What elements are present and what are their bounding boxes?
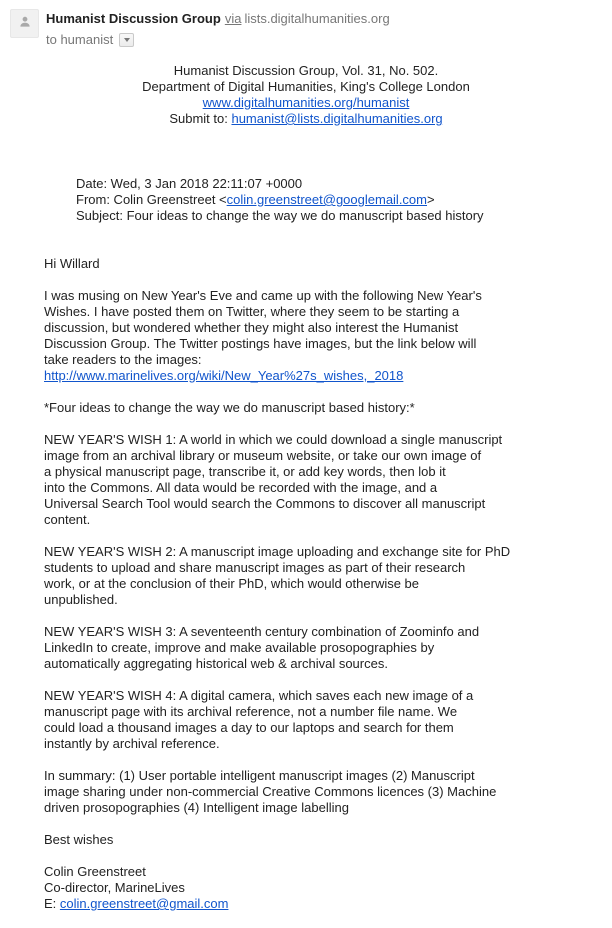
text-segment: Date: Wed, 3 Jan 2018 22:11:07 +0000 [76, 176, 303, 191]
text-segment: unpublished. [44, 592, 118, 607]
text-segment: could load a thousand images a day to our laptops and search for them [44, 720, 454, 735]
recipient-line [46, 32, 390, 47]
header-text [46, 9, 390, 47]
text-line [44, 288, 612, 304]
text-line [44, 880, 612, 896]
text-segment: content. [44, 512, 91, 527]
text-line [44, 480, 612, 496]
recipient-label: to humanist [46, 32, 114, 47]
text-segment: In summary: (1) User portable intelligent manuscript images (2) Manuscript [44, 768, 475, 783]
text-line [44, 592, 612, 608]
text-segment: Submit to: [169, 111, 232, 126]
text-line [44, 368, 612, 384]
text-line [44, 784, 612, 800]
person-icon [17, 14, 33, 33]
text-line [44, 416, 612, 432]
text-line [44, 864, 612, 880]
link[interactable]: humanist@lists.digitalhumanities.org [231, 111, 443, 126]
text-line [44, 704, 612, 720]
text-segment: NEW YEAR'S WISH 1: A world in which we could download a single manuscript [44, 432, 503, 447]
text-line [44, 608, 612, 624]
link[interactable]: http://www.marinelives.org/wiki/New_Year%27s_wishes,_2018 [44, 368, 404, 383]
text-line [44, 272, 612, 288]
text-line [0, 79, 612, 95]
text-segment: a physical manuscript page, transcribe it, or add key words, then lob it [44, 464, 446, 479]
text-line [44, 656, 612, 672]
text-segment: *Four ideas to change the way we do manuscript based history:* [44, 400, 415, 415]
text-segment: I was musing on New Year's Eve and came up with the following New Year's [44, 288, 482, 303]
text-segment: students to upload and share manuscript images as part of their research [44, 560, 466, 575]
text-segment: Discussion Group. The Twitter postings have images, but the link below will [44, 336, 477, 351]
text-line [44, 512, 612, 528]
text-line [44, 496, 612, 512]
text-line [44, 384, 612, 400]
message-meta-block [0, 176, 612, 224]
text-segment: work, or at the conclusion of their PhD, which would otherwise be [44, 576, 420, 591]
text-line [44, 800, 612, 816]
text-line [0, 95, 612, 111]
caret-down-icon [124, 38, 130, 42]
text-line [44, 304, 612, 320]
text-line [76, 208, 612, 224]
text-line [44, 256, 612, 272]
text-line [0, 63, 612, 79]
text-segment: NEW YEAR'S WISH 4: A digital camera, which saves each new image of a [44, 688, 474, 703]
text-segment: Humanist Discussion Group, Vol. 31, No. 502. [173, 63, 439, 78]
text-line [44, 432, 612, 448]
via-label: via [224, 11, 242, 26]
text-segment: image sharing under non-commercial Creative Commons licences (3) Machine [44, 784, 497, 799]
text-segment: Wishes. I have posted them on Twitter, where they seem to be starting a [44, 304, 460, 319]
text-line [44, 464, 612, 480]
text-segment: NEW YEAR'S WISH 2: A manuscript image uploading and exchange site for PhD [44, 544, 511, 559]
text-line [44, 688, 612, 704]
text-line [44, 752, 612, 768]
message-header [0, 0, 612, 47]
text-line [0, 111, 612, 127]
details-dropdown-button[interactable] [119, 33, 134, 47]
text-line [44, 832, 612, 848]
text-segment: Hi Willard [44, 256, 100, 271]
text-segment: From: Colin Greenstreet < [76, 192, 227, 207]
text-segment: Department of Digital Humanities, King's College London [142, 79, 470, 94]
list-info-block [0, 63, 612, 127]
text-line [44, 896, 612, 912]
text-segment: driven prosopographies (4) Intelligent image labelling [44, 800, 349, 815]
via-domain: lists.digitalhumanities.org [244, 11, 390, 26]
text-segment: image from an archival library or museum website, or take our own image of [44, 448, 482, 463]
text-segment: take readers to the images: [44, 352, 202, 367]
text-line [44, 576, 612, 592]
text-segment: Universal Search Tool would search the Commons to discover all manuscript [44, 496, 486, 511]
text-line [44, 320, 612, 336]
text-line [76, 176, 612, 192]
text-line [44, 640, 612, 656]
link[interactable]: colin.greenstreet@gmail.com [59, 896, 229, 911]
text-line [44, 448, 612, 464]
text-line [44, 544, 612, 560]
text-line [44, 352, 612, 368]
text-line [44, 816, 612, 832]
text-line [44, 528, 612, 544]
text-segment: instantly by archival reference. [44, 736, 220, 751]
text-line [76, 192, 612, 208]
text-segment: Subject: Four ideas to change the way we do manuscript based history [76, 208, 484, 223]
text-segment: LinkedIn to create, improve and make available prosopographies by [44, 640, 435, 655]
text-line [44, 672, 612, 688]
avatar[interactable] [10, 9, 39, 38]
text-line [44, 848, 612, 864]
text-segment: NEW YEAR'S WISH 3: A seventeenth century combination of Zoominfo and [44, 624, 480, 639]
text-line [44, 624, 612, 640]
text-segment: into the Commons. All data would be recorded with the image, and a [44, 480, 438, 495]
text-line [44, 336, 612, 352]
text-segment: discussion, but wondered whether they might also interest the Humanist [44, 320, 459, 335]
text-segment: Colin Greenstreet [44, 864, 146, 879]
text-line [44, 736, 612, 752]
text-segment: E: [44, 896, 60, 911]
text-segment: automatically aggregating historical web & archival sources. [44, 656, 388, 671]
link[interactable]: colin.greenstreet@googlemail.com [226, 192, 427, 207]
text-segment: Best wishes [44, 832, 114, 847]
sender-line [46, 10, 390, 27]
text-segment: Co-director, MarineLives [44, 880, 185, 895]
text-line [44, 768, 612, 784]
sender-name[interactable]: Humanist Discussion Group [46, 11, 221, 26]
text-line [44, 400, 612, 416]
message-body [0, 256, 612, 928]
text-line [44, 560, 612, 576]
text-segment: manuscript page with its archival reference, not a number file name. We [44, 704, 458, 719]
text-line [44, 720, 612, 736]
link[interactable]: www.digitalhumanities.org/humanist [202, 95, 410, 110]
text-segment: > [427, 192, 435, 207]
